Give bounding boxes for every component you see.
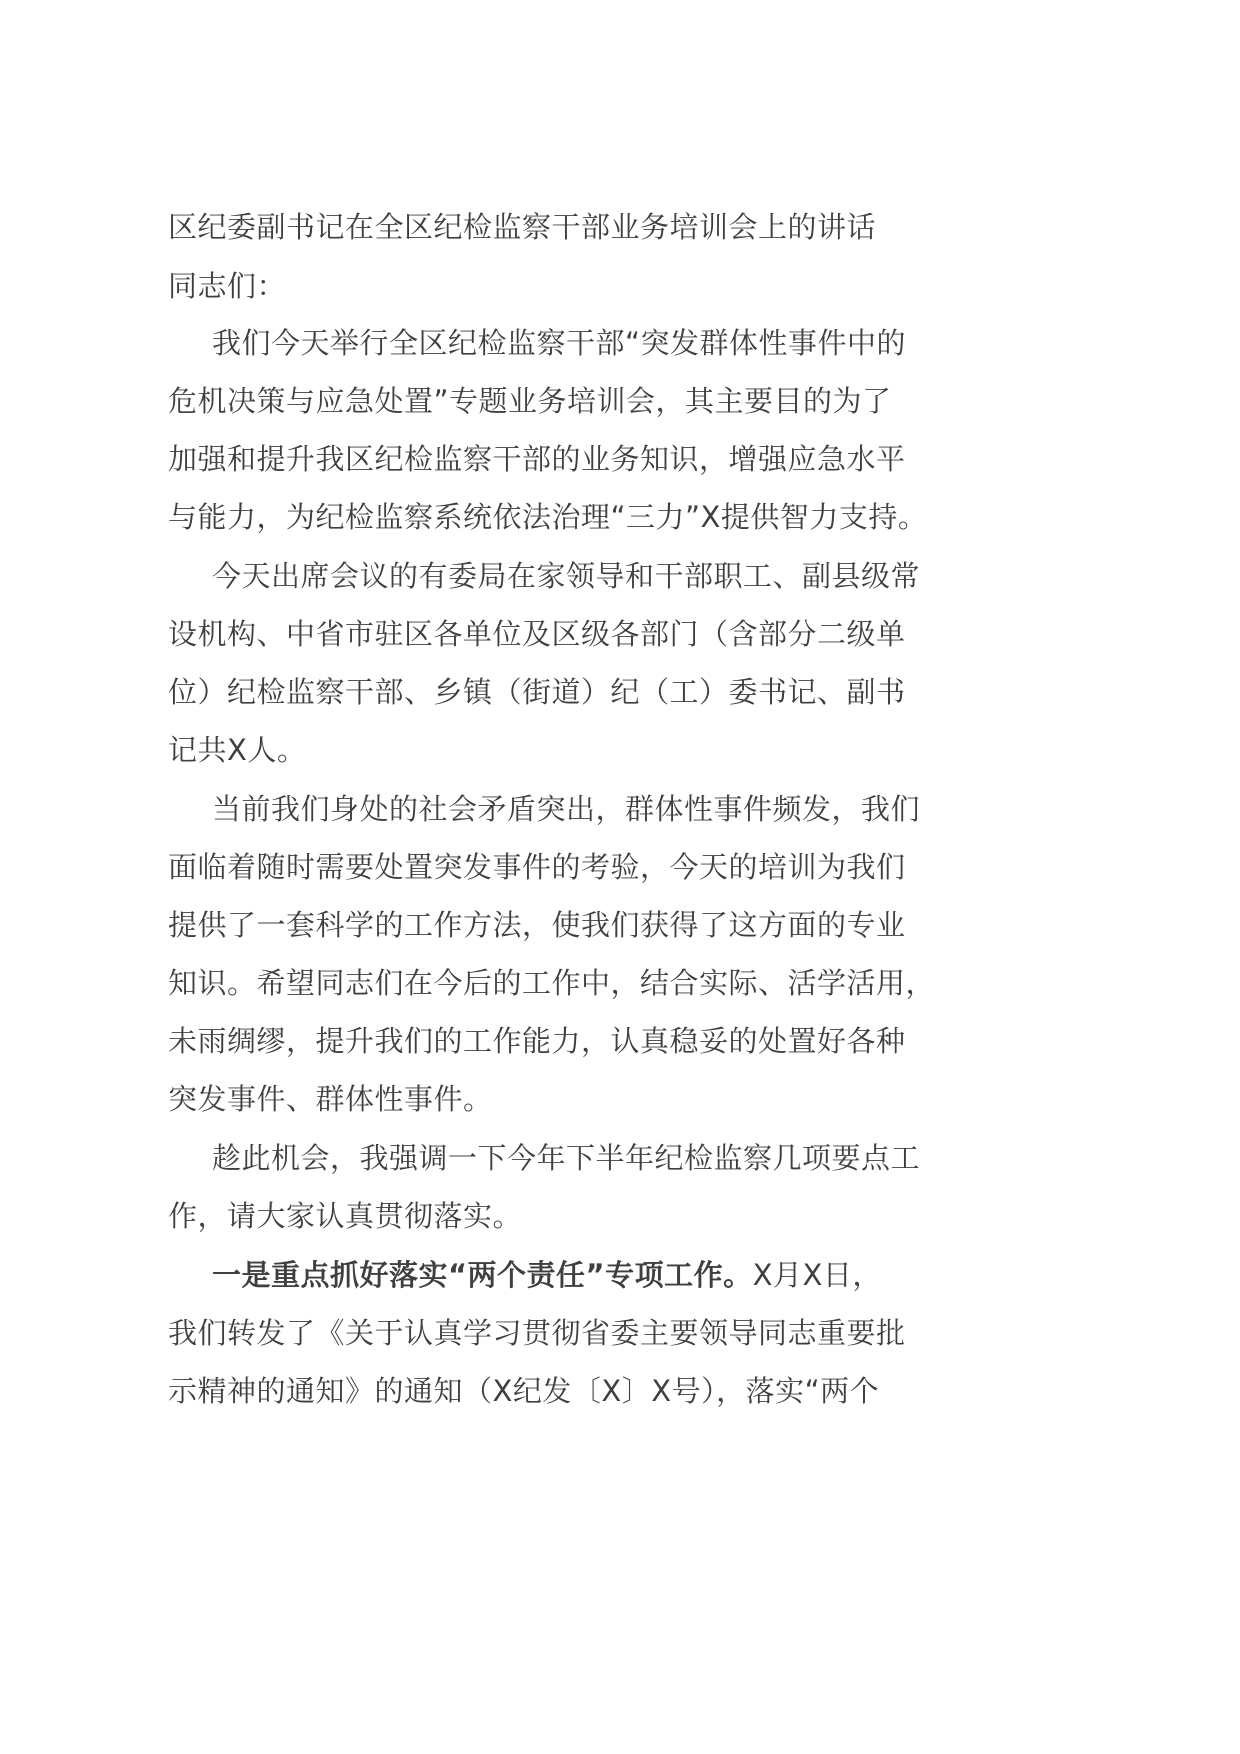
body-line: 位）纪检监察干部、乡镇（街道）纪（工）委书记、副书 — [168, 675, 906, 709]
body-line: 加强和提升我区纪检监察干部的业务知识，增强应急水平 — [168, 442, 906, 476]
body-line: 我们转发了《关于认真学习贯彻省委主要领导同志重要批 — [168, 1316, 906, 1350]
body-line: 危机决策与应急处置”专题业务培训会，其主要目的为了 — [168, 384, 892, 418]
body-line: 提供了一套科学的工作方法，使我们获得了这方面的专业 — [168, 908, 906, 942]
body-line: 趁此机会，我强调一下今年下半年纪检监察几项要点工 — [212, 1141, 921, 1175]
body-line: 知识。希望同志们在今后的工作中，结合实际、活学活用， — [168, 966, 936, 1000]
document-title: 区纪委副书记在全区纪检监察干部业务培训会上的讲话 — [168, 210, 877, 244]
body-line: 设机构、中省市驻区各单位及区级各部门（含部分二级单 — [168, 617, 906, 651]
body-text: X月X日， — [752, 1258, 882, 1292]
body-line: 突发事件、群体性事件。 — [168, 1082, 493, 1116]
body-line: 示精神的通知》的通知（X纪发〔X〕X号），落实“两个 — [168, 1374, 880, 1408]
body-line-with-heading — [212, 1255, 882, 1295]
body-line: 作，请大家认真贯彻落实。 — [168, 1199, 523, 1233]
body-line: 未雨绸缪，提升我们的工作能力，认真稳妥的处置好各种 — [168, 1024, 906, 1058]
body-line: 面临着随时需要处置突发事件的考验，今天的培训为我们 — [168, 850, 906, 884]
section-heading-one: 一是重点抓好落实“两个责任”专项工作。 — [212, 1258, 753, 1292]
body-line: 与能力，为纪检监察系统依法治理“三力”X提供智力支持。 — [168, 500, 928, 534]
salutation: 同志们： — [168, 269, 287, 303]
body-line: 记共X人。 — [168, 733, 307, 767]
body-line: 当前我们身处的社会矛盾突出，群体性事件频发，我们 — [212, 792, 921, 826]
body-line: 我们今天举行全区纪检监察干部“突发群体性事件中的 — [212, 326, 907, 360]
body-line: 今天出席会议的有委局在家领导和干部职工、副县级常 — [212, 559, 921, 593]
